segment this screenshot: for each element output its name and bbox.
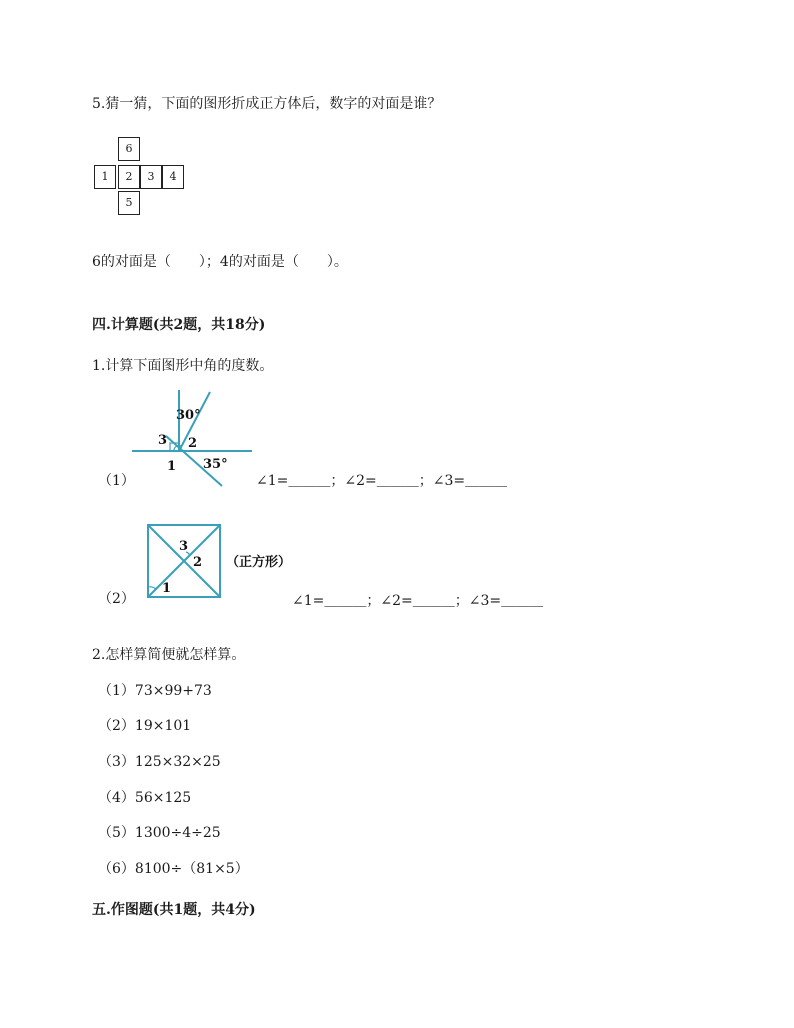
q2-text: 2.怎样算简便就怎样算。 [92, 647, 246, 663]
net-cell: 4 [162, 165, 184, 189]
angle-1-label: 1 [167, 459, 177, 474]
square-figure-2 [140, 522, 294, 604]
fig1-answers: ∠1=＿＿＿；∠2=＿＿＿；∠3=＿＿＿ [256, 473, 508, 489]
q5-answer-line: 6的对面是（ ）；4的对面是（ ）。 [92, 254, 348, 270]
angle-figure-1 [130, 388, 254, 488]
net-cell: 5 [118, 191, 140, 215]
net-cell: 6 [118, 137, 140, 161]
fig2-label: （2） [98, 591, 135, 607]
square-note: （正方形） [226, 555, 292, 570]
net-cell: 1 [94, 165, 116, 189]
section5-title: 五.作图题(共1题，共4分) [92, 902, 256, 918]
q1-text: 1.计算下面图形中角的度数。 [92, 358, 274, 374]
net-cell: 2 [118, 165, 140, 189]
calc-item: （6）8100÷（81×5） [98, 861, 249, 877]
calc-item: （4）56×125 [98, 790, 192, 806]
q5-question: 5.猜一猜，下面的图形折成正方体后，数字的对面是谁？ [92, 96, 442, 112]
cube-net [94, 137, 188, 217]
calc-item: （5）1300÷4÷25 [98, 825, 221, 841]
angle1-arc [148, 587, 156, 589]
sq-angle-2-label: 2 [193, 555, 203, 570]
angle-30-label: 30° [176, 408, 201, 423]
sq-angle-1-label: 1 [162, 581, 172, 596]
angle-2-label: 2 [188, 436, 198, 451]
angle-3-label: 3 [158, 433, 168, 448]
fig2-answers: ∠1=＿＿＿；∠2=＿＿＿；∠3=＿＿＿ [292, 593, 544, 609]
sq-angle-3-label: 3 [179, 539, 189, 554]
fig1-label: （1） [98, 473, 135, 489]
calc-item: （2）19×101 [98, 718, 192, 734]
calc-item: （1）73×99+73 [98, 683, 212, 699]
net-cell: 3 [140, 165, 162, 189]
section4-title: 四.计算题(共2题，共18分) [92, 317, 266, 333]
calc-item: （3）125×32×25 [98, 754, 221, 770]
angle-35-label: 35° [203, 457, 228, 472]
